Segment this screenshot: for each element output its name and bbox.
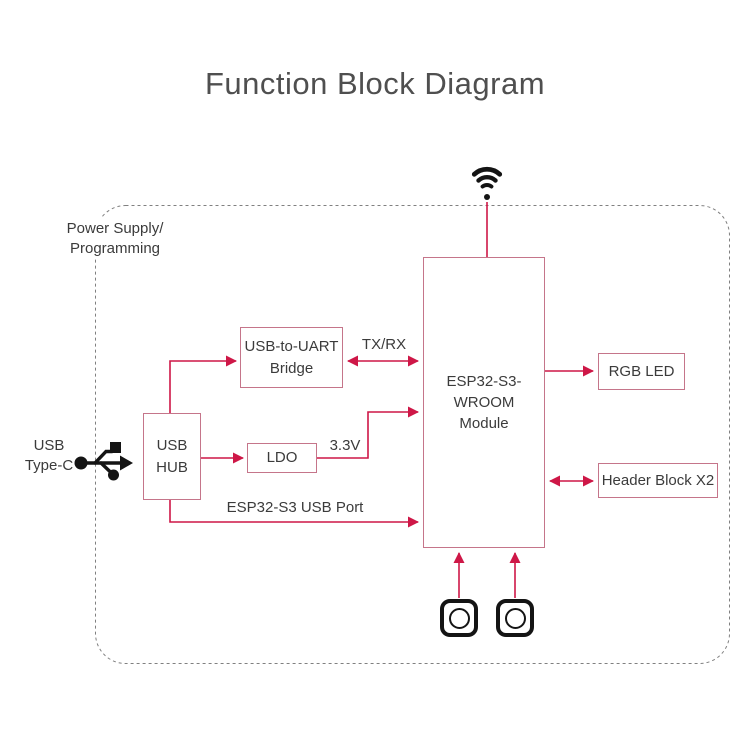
block-usb-to-uart-bridge [240, 327, 343, 388]
push-button-icon [496, 599, 534, 637]
3v3-label: 3.3V [329, 437, 361, 454]
usb-hub-label-line2: HUB [156, 458, 188, 476]
push-button-dot [505, 608, 526, 629]
hub-to-bridge-line [170, 361, 236, 413]
block-header-block-x2 [598, 463, 718, 498]
wifi-icon [474, 169, 499, 200]
push-button-icon [440, 599, 478, 637]
power-supply-label-line2: Programming [69, 239, 161, 257]
push-button-dot [449, 608, 470, 629]
block-esp32-s3-wroom-module [423, 257, 545, 548]
rgb-led-label: RGB LED [608, 362, 675, 380]
esp32-label-line1: ESP32-S3- [446, 372, 522, 390]
txrx-label: TX/RX [361, 336, 407, 353]
esp32-usb-port-label: ESP32-S3 USB Port [226, 499, 364, 516]
power-supply-label-line1: Power Supply/ [66, 220, 164, 237]
usb-type-c-label [20, 436, 78, 475]
header-block-label: Header Block X2 [601, 471, 715, 489]
block-usb-hub [143, 413, 201, 500]
bridge-label-line2: Bridge [269, 359, 314, 377]
esp32-label-line2: WROOM [453, 393, 515, 411]
block-ldo [247, 443, 317, 473]
ldo-label: LDO [266, 449, 298, 467]
block-rgb-led [598, 353, 685, 390]
usb-type-c-label-line1: USB [33, 437, 65, 454]
usb-hub-label-line1: USB [156, 437, 188, 455]
diagram-title: Function Block Diagram [204, 66, 546, 101]
usb-trident-icon [75, 442, 134, 481]
power-supply-label [48, 218, 182, 259]
bridge-label-line1: USB-to-UART [244, 338, 339, 356]
usb-type-c-label-line2: Type-C [24, 456, 74, 474]
esp32-label-line3: Module [459, 415, 509, 433]
